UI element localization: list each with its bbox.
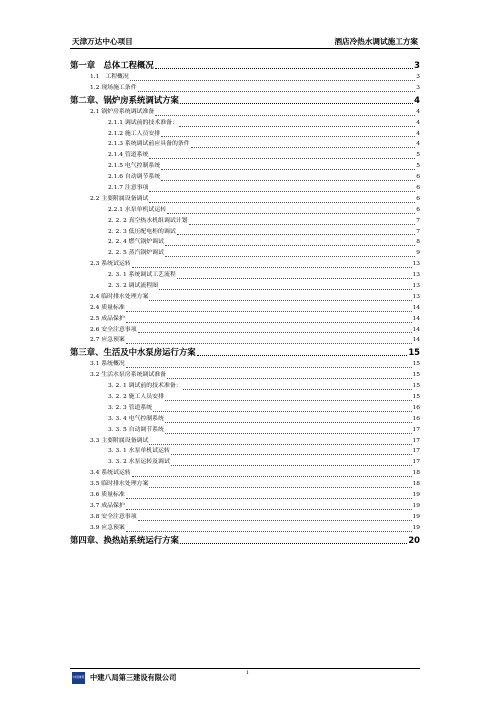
toc-entry[interactable] xyxy=(70,501,420,512)
toc-entry[interactable] xyxy=(70,447,420,458)
toc-entry[interactable] xyxy=(70,118,420,129)
toc-entry[interactable] xyxy=(70,83,420,94)
toc-entry[interactable] xyxy=(70,335,420,346)
toc-entry[interactable] xyxy=(70,161,420,172)
toc-dot-leader xyxy=(126,367,412,368)
toc-entry-title: 3.2 生活水泵房系统调试准备 xyxy=(90,372,167,379)
toc-entry-title: 3.6 质量标准 xyxy=(90,492,125,499)
toc-entry-title: 3.1 系统概况 xyxy=(90,361,125,368)
toc-dot-leader xyxy=(189,224,416,225)
toc-dot-leader xyxy=(161,169,415,170)
toc-entry-page: 3 xyxy=(414,60,420,70)
toc-entry-title: 第一章 总体工程概况 xyxy=(70,60,154,70)
toc-entry-title: 2.6 安全注意事项 xyxy=(90,326,137,333)
toc-entry[interactable] xyxy=(70,72,420,83)
toc-entry-page: 4 xyxy=(414,94,420,105)
toc-entry[interactable] xyxy=(70,237,420,248)
toc-chapter-entry[interactable] xyxy=(70,346,420,359)
toc-entry-page: 18 xyxy=(412,481,420,488)
toc-entry-title: 第二章、锅炉房系统调试方案 xyxy=(70,94,179,105)
toc-entry[interactable] xyxy=(70,370,420,381)
toc-entry[interactable] xyxy=(70,512,420,523)
toc-entry[interactable] xyxy=(70,216,420,227)
toc-entry[interactable] xyxy=(70,270,420,281)
toc-entry-title: 3. 2. 1 调试前的技术准备： xyxy=(108,383,182,390)
toc-entry-title: 3.8 安全注意事项 xyxy=(90,513,137,520)
toc-entry-title: 2. 2. 4 燃气锅炉调试 xyxy=(108,239,164,246)
toc-dot-leader xyxy=(130,80,415,81)
toc-entry[interactable] xyxy=(70,403,420,414)
toc-dot-leader xyxy=(126,322,412,323)
toc-entry-title: 2.5 成品保护 xyxy=(90,315,125,322)
toc-entry-page: 15 xyxy=(412,372,420,379)
toc-dot-leader xyxy=(149,191,415,192)
toc-dot-leader xyxy=(171,454,412,455)
toc-dot-leader xyxy=(153,411,411,412)
toc-dot-leader xyxy=(132,476,412,477)
toc-dot-leader xyxy=(191,147,416,148)
toc-entry-page: 6 xyxy=(416,174,420,181)
toc-dot-leader xyxy=(180,543,407,544)
toc-entry-title: 2.1.3 系统调试前应具备的条件 xyxy=(108,141,190,148)
toc-entry-title: 3. 2. 3 管道系统 xyxy=(108,404,153,411)
toc-dot-leader xyxy=(132,267,412,268)
toc-entry-title: 2.2 主要附属设备调试 xyxy=(90,195,149,202)
toc-entry[interactable] xyxy=(70,172,420,183)
toc-entry-page: 13 xyxy=(412,261,420,268)
toc-entry-title: 2.1.7 注意事项 xyxy=(108,185,149,191)
toc-entry-page: 16 xyxy=(412,404,420,411)
toc-entry[interactable] xyxy=(70,490,420,501)
toc-entry[interactable] xyxy=(70,129,420,140)
toc-dot-leader xyxy=(179,126,415,127)
page-header xyxy=(70,36,420,49)
toc-entry-page: 3 xyxy=(416,73,420,80)
toc-entry-title: 1.1 工程概况 xyxy=(90,73,129,80)
toc-dot-leader xyxy=(155,68,413,69)
toc-entry-title: 2. 2. 3 低压配电柜的调试 xyxy=(108,228,176,235)
toc-entry-title: 第四章、换热站系统运行方案 xyxy=(70,534,179,545)
toc-dot-leader xyxy=(126,498,412,499)
toc-entry-title: 2. 3. 1 系统调试工艺流程 xyxy=(108,272,176,279)
toc-entry-page: 15 xyxy=(412,394,420,401)
toc-entry[interactable] xyxy=(70,479,420,490)
table-of-contents xyxy=(70,59,420,547)
toc-dot-leader xyxy=(165,422,412,423)
toc-entry[interactable] xyxy=(70,194,420,205)
toc-entry[interactable] xyxy=(70,139,420,150)
toc-dot-leader xyxy=(183,389,412,390)
toc-entry-page: 7 xyxy=(416,217,420,224)
toc-entry-title: 3.9 应急预案 xyxy=(90,524,125,531)
toc-entry-title: 2.1.2 施工人员安排 xyxy=(108,130,161,137)
toc-entry-page: 20 xyxy=(408,534,420,545)
toc-entry-title: 2. 2. 2 真空热水机组调试计划 xyxy=(108,217,188,224)
toc-dot-leader xyxy=(165,400,412,401)
toc-entry-title: 3.7 成品保护 xyxy=(90,502,125,509)
toc-dot-leader xyxy=(180,103,413,104)
toc-entry-page: 19 xyxy=(412,492,420,499)
toc-entry-page: 7 xyxy=(416,228,420,235)
toc-entry-page: 14 xyxy=(412,304,420,311)
toc-dot-leader xyxy=(177,234,416,235)
toc-entry-page: 6 xyxy=(416,195,420,202)
toc-entry-page: 17 xyxy=(412,437,420,444)
toc-entry-page: 4 xyxy=(416,141,420,148)
toc-entry[interactable] xyxy=(70,457,420,468)
toc-entry-page: 17 xyxy=(412,426,420,433)
toc-entry-title: 2.2.1 水泵单机试运转 xyxy=(108,206,167,213)
toc-entry-title: 2. 3. 2 调试流程图 xyxy=(108,283,159,290)
toc-dot-leader xyxy=(177,278,412,279)
toc-entry-page: 17 xyxy=(412,459,420,466)
toc-entry[interactable] xyxy=(70,381,420,392)
footer-company-name: 中建八局第三建设有限公司 xyxy=(90,673,177,682)
toc-dot-leader xyxy=(159,289,411,290)
toc-entry-page: 15 xyxy=(408,347,420,358)
toc-dot-leader xyxy=(138,91,416,92)
toc-entry-page: 17 xyxy=(412,448,420,455)
header-document-title: 酒店冷热水调试施工方案 xyxy=(334,37,418,46)
toc-entry-title: 3.5 临时排水处理方案 xyxy=(90,481,149,488)
toc-entry-page: 13 xyxy=(412,283,420,290)
toc-entry[interactable] xyxy=(70,107,420,118)
toc-dot-leader xyxy=(167,378,411,379)
toc-entry-page: 8 xyxy=(416,239,420,246)
toc-dot-leader xyxy=(138,520,412,521)
toc-entry-page: 15 xyxy=(412,383,420,390)
toc-dot-leader xyxy=(138,332,412,333)
toc-dot-leader xyxy=(165,245,415,246)
toc-dot-leader xyxy=(155,115,415,116)
toc-chapter-entry[interactable] xyxy=(70,534,420,547)
toc-entry-title: 3. 3. 5 自动调节系统 xyxy=(108,426,164,433)
toc-entry-title: 2.4 质量标准 xyxy=(90,304,125,311)
toc-entry[interactable] xyxy=(70,468,420,479)
toc-entry[interactable] xyxy=(70,425,420,436)
toc-entry-page: 16 xyxy=(412,415,420,422)
toc-entry-page: 18 xyxy=(412,470,420,477)
toc-dot-leader xyxy=(165,256,415,257)
toc-entry[interactable] xyxy=(70,325,420,336)
toc-dot-leader xyxy=(149,487,411,488)
toc-entry[interactable] xyxy=(70,292,420,303)
toc-entry[interactable] xyxy=(70,303,420,314)
toc-entry[interactable] xyxy=(70,227,420,238)
page-footer xyxy=(70,668,420,685)
toc-entry-page: 4 xyxy=(416,130,420,137)
toc-dot-leader xyxy=(126,343,412,344)
toc-chapter-entry[interactable] xyxy=(70,59,420,72)
toc-dot-leader xyxy=(161,180,415,181)
toc-entry-title: 3. 3. 2 水泵运转及调试 xyxy=(108,459,170,466)
toc-entry-title: 2. 2. 5 蒸汽锅炉调试 xyxy=(108,250,164,257)
toc-entry-title: 2.1 锅炉房系统调试准备 xyxy=(90,108,155,115)
toc-entry-page: 6 xyxy=(416,185,420,191)
toc-entry-title: 3. 2. 2 施工人员安排 xyxy=(108,394,164,401)
toc-entry-page: 4 xyxy=(416,108,420,115)
toc-dot-leader xyxy=(149,202,415,203)
toc-entry-title: 第三章、生活及中水泵房运行方案 xyxy=(70,347,196,358)
toc-dot-leader xyxy=(126,311,412,312)
toc-entry-title: 2.1.6 自动调节系统 xyxy=(108,174,161,181)
toc-entry-page: 14 xyxy=(412,337,420,344)
toc-entry-title: 3. 3. 1 水泵单机试运转 xyxy=(108,448,170,455)
toc-entry[interactable] xyxy=(70,248,420,259)
toc-entry[interactable] xyxy=(70,150,420,161)
toc-dot-leader xyxy=(161,136,415,137)
company-logo-icon: 中国建筑 xyxy=(72,672,85,684)
toc-entry[interactable] xyxy=(70,523,420,534)
toc-entry[interactable] xyxy=(70,259,420,270)
toc-entry[interactable] xyxy=(70,392,420,403)
toc-entry-page: 13 xyxy=(412,272,420,279)
toc-entry-title: 2.1.1 调试前的技术准备： xyxy=(108,119,178,126)
toc-entry-title: 2.1.4 管道系统 xyxy=(108,152,149,159)
toc-dot-leader xyxy=(165,433,412,434)
toc-entry-page: 14 xyxy=(412,326,420,333)
toc-entry[interactable] xyxy=(70,359,420,370)
toc-entry-title: 1.2 现场施工条件 xyxy=(90,84,137,91)
toc-entry-page: 9 xyxy=(416,250,420,257)
page-number: 1 xyxy=(246,670,250,676)
toc-entry-title: 2.4 临时排水处理方案 xyxy=(90,293,149,300)
toc-dot-leader xyxy=(126,509,412,510)
toc-entry-title: 2.3 系统试运转 xyxy=(90,261,131,268)
toc-entry-page: 3 xyxy=(416,84,420,91)
toc-entry-page: 19 xyxy=(412,524,420,531)
toc-dot-leader xyxy=(149,444,411,445)
toc-entry-title: 2.7 应急预案 xyxy=(90,337,125,344)
toc-entry-page: 6 xyxy=(416,206,420,213)
toc-entry[interactable] xyxy=(70,436,420,447)
toc-entry[interactable] xyxy=(70,183,420,194)
header-project-name: 天津万达中心项目 xyxy=(72,37,133,46)
toc-dot-leader xyxy=(149,300,411,301)
toc-entry-page: 19 xyxy=(412,513,420,520)
toc-entry-title: 3.3 主要附属设备调试 xyxy=(90,437,149,444)
toc-entry-title: 3. 3. 4 电气控制系统 xyxy=(108,415,164,422)
toc-dot-leader xyxy=(149,158,415,159)
toc-entry-page: 19 xyxy=(412,502,420,509)
toc-entry[interactable] xyxy=(70,205,420,216)
toc-entry-title: 2.1.5 电气控制系统 xyxy=(108,163,161,170)
toc-dot-leader xyxy=(171,465,412,466)
toc-entry-page: 14 xyxy=(412,315,420,322)
toc-entry-page: 5 xyxy=(416,152,420,159)
toc-entry-page: 15 xyxy=(412,361,420,368)
toc-dot-leader xyxy=(126,531,412,532)
toc-entry-page: 5 xyxy=(416,163,420,170)
toc-dot-leader xyxy=(197,355,408,356)
toc-dot-leader xyxy=(167,213,415,214)
toc-entry-title: 3.4 系统试运转 xyxy=(90,470,131,477)
toc-entry-page: 4 xyxy=(416,119,420,126)
toc-entry[interactable] xyxy=(70,314,420,325)
toc-chapter-entry[interactable] xyxy=(70,94,420,107)
toc-entry[interactable] xyxy=(70,281,420,292)
toc-entry-page: 13 xyxy=(412,293,420,300)
toc-entry[interactable] xyxy=(70,414,420,425)
